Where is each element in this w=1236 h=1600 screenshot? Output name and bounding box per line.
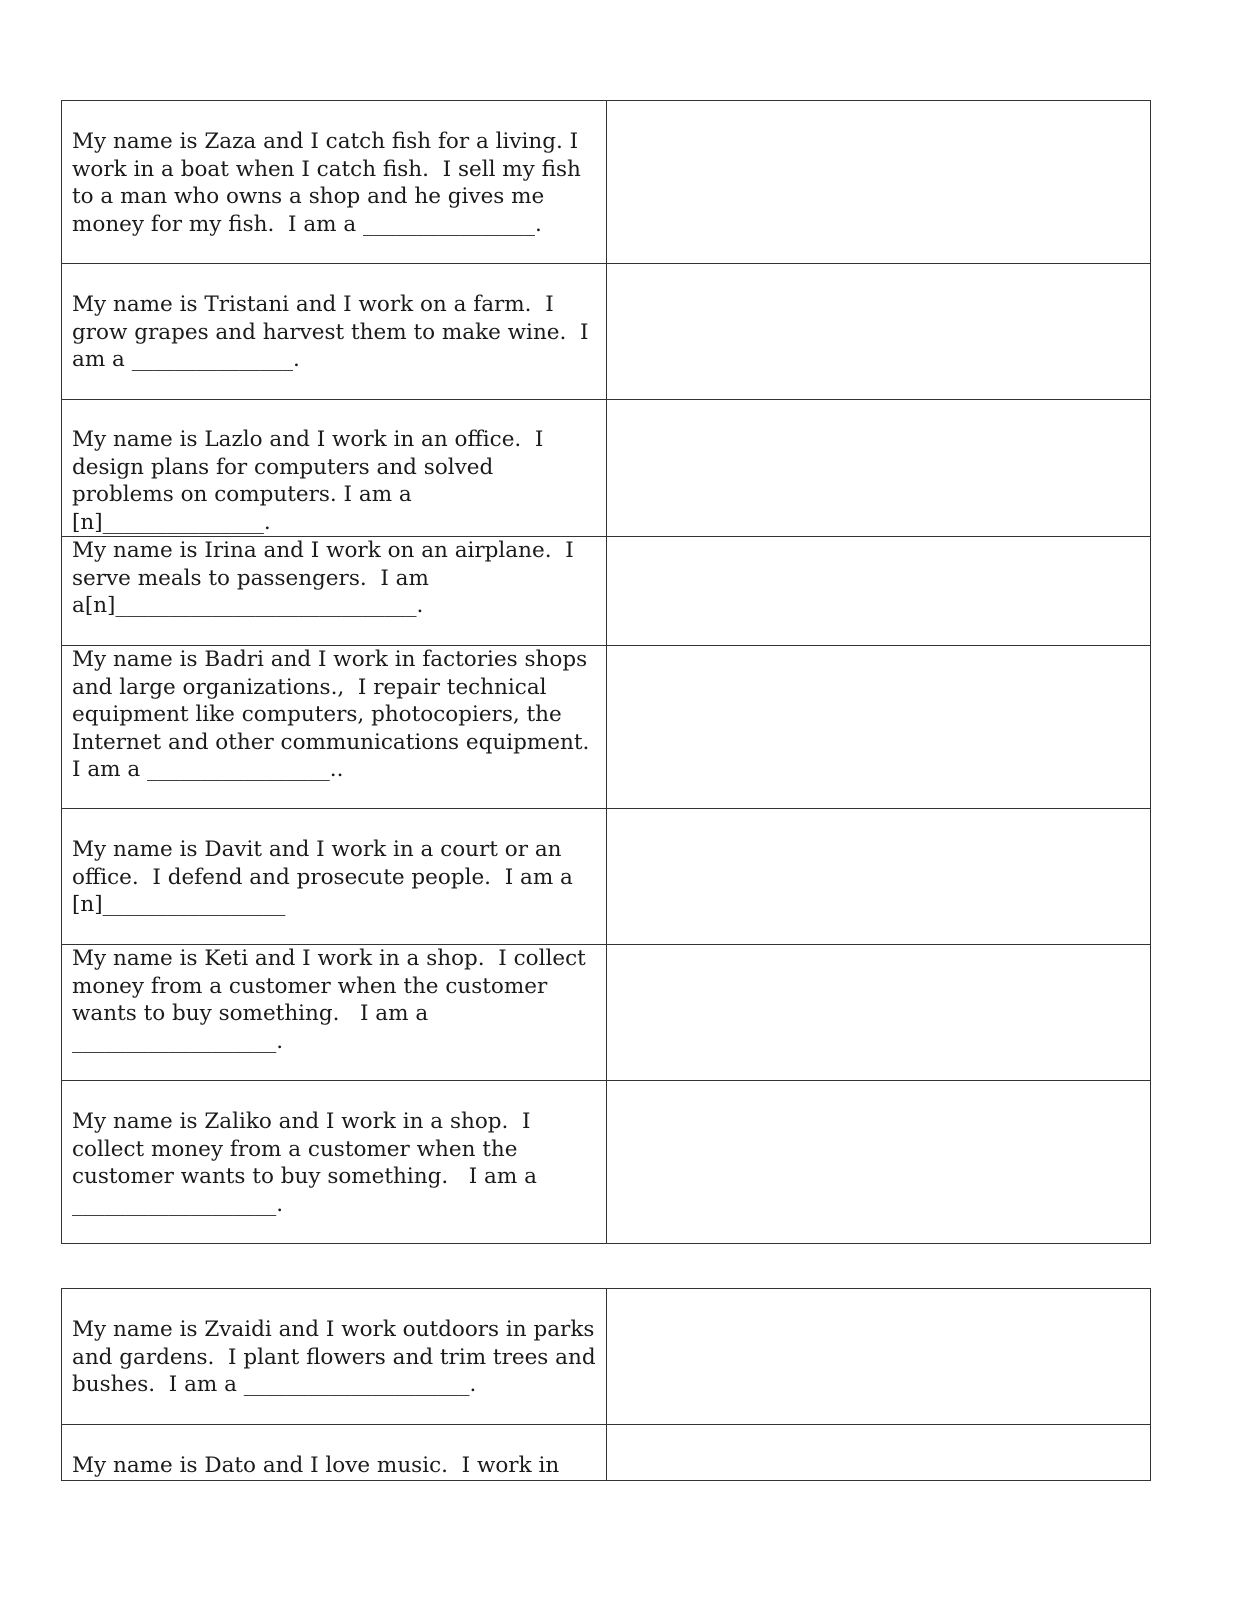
occupation-description: My name is Zaza and I catch fish for a living. I work in a boat when I catch fish. I sell my fish to a man who owns a shop and he gives me money for my fish. I am a ________________.	[72, 129, 588, 237]
occupation-description: My name is Davit and I work in a court or an office. I defend and prosecute people. I am a [n]_________________	[72, 837, 580, 917]
description-cell	[62, 1289, 607, 1425]
answer-cell[interactable]	[607, 1081, 1151, 1244]
occupation-description: My name is Zvaidi and I work outdoors in parks and gardens. I plant flowers and trim trees and bushes. I am a _____________________.	[72, 1317, 603, 1397]
table-row	[62, 1081, 1151, 1244]
description-cell	[62, 400, 607, 537]
table-row	[62, 1425, 1151, 1481]
occupation-description: My name is Irina and I work on an airplane. I serve meals to passengers. I am a[n]____________________________.	[72, 538, 581, 618]
occupation-table-1	[61, 100, 1151, 1244]
occupation-description: My name is Tristani and I work on a farm. I grow grapes and harvest them to make wine. I am a _______________.	[72, 292, 596, 372]
table-row	[62, 809, 1151, 945]
answer-cell[interactable]	[607, 809, 1151, 945]
description-cell	[62, 809, 607, 945]
answer-cell[interactable]	[607, 400, 1151, 537]
description-cell	[62, 1425, 607, 1481]
table-row	[62, 945, 1151, 1081]
occupation-description: My name is Dato and I love music. I work in	[72, 1453, 560, 1478]
occupation-description: My name is Zaliko and I work in a shop. I collect money from a customer when the customer wants to buy something. I am a ___________________.	[72, 1109, 544, 1217]
table-row	[62, 1289, 1151, 1425]
answer-cell[interactable]	[607, 537, 1151, 646]
answer-cell[interactable]	[607, 945, 1151, 1081]
table-row	[62, 101, 1151, 264]
answer-cell[interactable]	[607, 101, 1151, 264]
table-row	[62, 537, 1151, 646]
answer-cell[interactable]	[607, 646, 1151, 809]
description-cell	[62, 101, 607, 264]
description-cell	[62, 537, 607, 646]
description-cell	[62, 646, 607, 809]
answer-cell[interactable]	[607, 264, 1151, 400]
table-row	[62, 646, 1151, 809]
answer-cell[interactable]	[607, 1289, 1151, 1425]
description-cell	[62, 945, 607, 1081]
description-cell	[62, 1081, 607, 1244]
occupation-description: My name is Badri and I work in factories shops and large organizations., I repair technical equipment like computers, photocopiers, the Internet and other communications equipment. I am a _________________..	[72, 647, 603, 782]
answer-cell[interactable]	[607, 1425, 1151, 1481]
description-cell	[62, 264, 607, 400]
table-row	[62, 400, 1151, 537]
table-row	[62, 264, 1151, 400]
occupation-description: My name is Keti and I work in a shop. I collect money from a customer when the customer wants to buy something. I am a ___________________.	[72, 946, 593, 1054]
occupation-table-2	[61, 1288, 1151, 1481]
occupation-description: My name is Lazlo and I work in an office. I design plans for computers and solved problems on computers. I am a [n]_______________.	[72, 427, 551, 535]
